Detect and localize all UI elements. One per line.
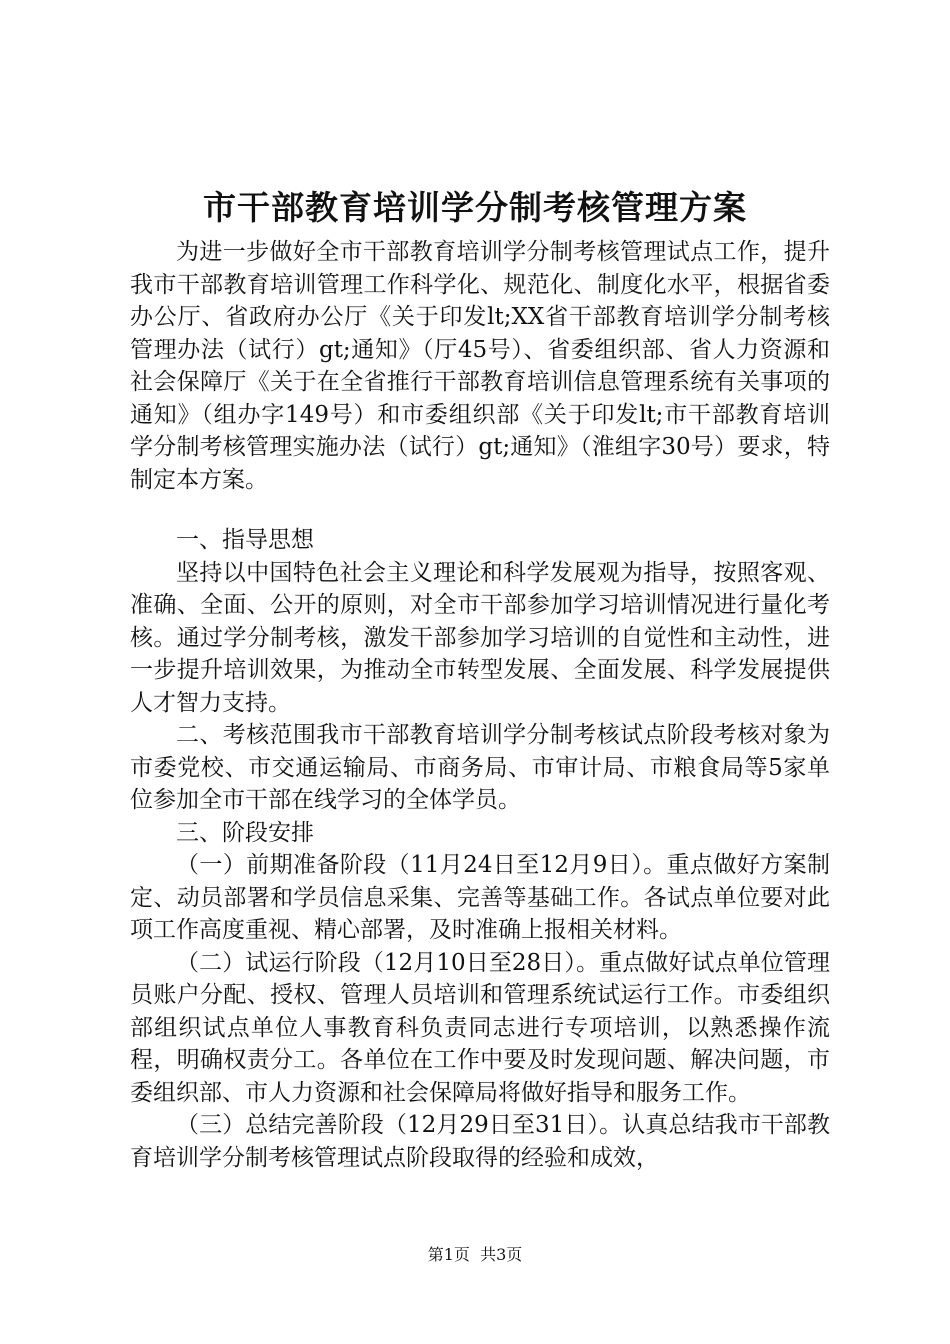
- guiding-thought-paragraph: 坚持以中国特色社会主义理论和科学发展观为指导，按照客观、准确、全面、公开的原则，对全市干部参加学习培训情况进行量化考核。通过学分制考核，激发干部参加学习培训的自觉性和主动性，进一步提升培训效果，为推动全市转型发展、全面发展、科学发展提供人才智力支持。: [130, 559, 830, 716]
- page-number: 第1页: [427, 1245, 470, 1264]
- assessment-scope-paragraph: 二、考核范围我市干部教育培训学分制考核试点阶段考核对象为市委党校、市交通运输局、市商务局、市审计局、市粮食局等5家单位参加全市干部在线学习的全体学员。: [130, 722, 830, 813]
- phase-two-paragraph: （二）试运行阶段（12月10日至28日）。重点做好试点单位管理员账户分配、授权、管理人员培训和管理系统试运行工作。市委组织部组织试点单位人事教育科负责同志进行专项培训，以熟悉操作流程，明确权责分工。各单位在工作中要及时发现问题、解决问题，市委组织部、市人力资源和社会保障局将做好指导和服务工作。: [130, 949, 830, 1106]
- phase-one-paragraph: （一）前期准备阶段（11月24日至12月9日）。重点做好方案制定、动员部署和学员信息采集、完善等基础工作。各试点单位要对此项工作高度重视、精心部署，及时准确上报相关材料。: [130, 852, 830, 943]
- page-total: 共3页: [480, 1245, 523, 1264]
- intro-paragraph: 为进一步做好全市干部教育培训学分制考核管理试点工作，提升我市干部教育培训管理工作科学化、规范化、制度化水平，根据省委办公厅、省政府办公厅《关于印发lt;XX省干部教育培训学分制考核管理办法（试行）gt;通知》（厅45号）、省委组织部、省人力资源和社会保障厅《关于在全省推行干部教育培训信息管理系统有关事项的通知》（组办字149号）和市委组织部《关于印发lt;市干部教育培训学分制考核管理实施办法（试行）gt;通知》（淮组字30号）要求，特制定本方案。: [130, 239, 830, 493]
- page-footer: [0, 1244, 950, 1266]
- phase-three-paragraph: （三）总结完善阶段（12月29日至31日）。认真总结我市干部教育培训学分制考核管理试点阶段取得的经验和成效，: [130, 1112, 830, 1171]
- document-body: [130, 236, 830, 1174]
- section-heading-guiding-thought: 一、指导思想: [176, 527, 314, 553]
- document-title: 市干部教育培训学分制考核管理方案: [203, 188, 747, 227]
- section-heading-phase-arrangement: 三、阶段安排: [176, 819, 314, 846]
